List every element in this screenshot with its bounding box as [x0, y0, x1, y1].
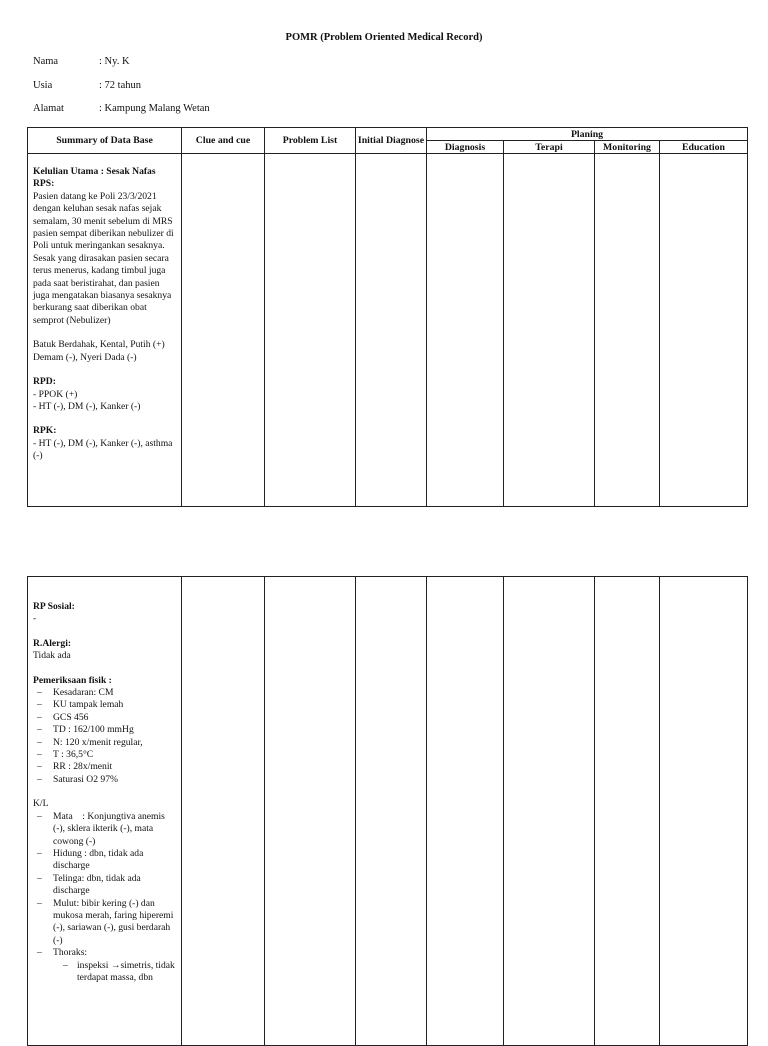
nama-value: : Ny. K [99, 56, 130, 67]
demam-text: Demam (-), Nyeri Dada (-) [33, 351, 137, 363]
kl-list [33, 811, 176, 985]
header-problem-list: Problem List [265, 128, 356, 154]
header-terapi: Terapi [504, 141, 595, 154]
education-cell [660, 154, 748, 507]
initial-cell [356, 154, 427, 507]
list-item: – Mulut: bibir kering (-) dan mukosa merah, faring hiperemi (-), sariawan (-), gusi berdarah (-) [37, 898, 176, 948]
kl-label: K/L [33, 798, 49, 810]
terapi-cell [504, 577, 595, 1046]
list-item: – TD : 162/100 mmHg [37, 724, 176, 736]
list-item: – inspeksi →simetris, tidak terdapat massa, dbn [63, 960, 176, 985]
keluhan-utama: Kelulian Utama : Sesak Nafas [33, 166, 156, 177]
pomr-table-2 [27, 576, 748, 1046]
clue-cell [182, 577, 265, 1046]
usia-value: : 72 tahun [99, 80, 141, 91]
summary-cell [28, 577, 182, 1046]
list-item: – Hidung : dbn, tidak ada discharge [37, 848, 176, 873]
rp-sosial-label: RP Sosial: [33, 601, 75, 612]
rpk-label: RPK: [33, 425, 57, 437]
diagnosis-cell [427, 577, 504, 1046]
monitoring-cell [595, 154, 660, 507]
alergi-label: R.Alergi: [33, 637, 72, 649]
page-title: POMR (Problem Oriented Medical Record) [285, 32, 483, 43]
header-clue: Clue and cue [182, 128, 265, 154]
alamat-row [33, 103, 210, 114]
list-item: – RR : 28x/menit [37, 761, 176, 773]
rpd-item: - HT (-), DM (-), Kanker (-) [33, 400, 141, 412]
summary-cell [28, 154, 182, 507]
clue-cell [182, 154, 265, 507]
list-item: – Saturasi O2 97% [37, 774, 176, 786]
batuk-text: Batuk Berdahak, Kental, Putih (+) [33, 339, 165, 351]
header-planing: Planing [427, 128, 748, 141]
list-item: – KU tampak lemah [37, 699, 176, 711]
list-item [37, 947, 176, 984]
pomr-table-1 [27, 127, 748, 507]
list-item: – T : 36,5°C [37, 749, 176, 761]
rp-sosial-value: - [33, 613, 37, 625]
list-item: – Mata : Konjungtiva anemis (-), sklera ikterik (-), mata cowong (-) [37, 811, 176, 848]
terapi-cell [504, 154, 595, 507]
nama-row [33, 56, 130, 67]
problem-cell [265, 577, 356, 1046]
monitoring-cell [595, 577, 660, 1046]
rpd-label: RPD: [33, 376, 56, 388]
rps-text: Pasien datang ke Poli 23/3/2021 dengan keluhan sesak nafas sejak semalam, 30 menit sebelum di MRS pasien sempat diberikan nebulizer di Poli untuk meringankan sesaknya. Sesak yang dirasakan pasien secara terus menerus, kadang timbul juga pada saat beristirahat, dan pasien juga mengatakan biasanya sesaknya berkurang saat diberikan obat semprot (Nebulizer) [33, 190, 174, 326]
thoraks-list [53, 960, 176, 985]
header-diagnosis: Diagnosis [427, 141, 504, 154]
list-item: – GCS 456 [37, 712, 176, 724]
alamat-label: Alamat [33, 103, 64, 114]
problem-cell [265, 154, 356, 507]
initial-cell [356, 577, 427, 1046]
pemeriksaan-list [33, 687, 176, 786]
list-item: – N: 120 x/menit regular, [37, 737, 176, 749]
thoraks-label: Thoraks: [53, 947, 88, 959]
rps-label: RPS: [33, 178, 55, 190]
header-initial-diagnose: Initial Diagnose [356, 128, 427, 154]
rpk-item: - HT (-), DM (-), Kanker (-), asthma (-) [33, 437, 173, 462]
rpd-item: - PPOK (+) [33, 388, 78, 400]
list-item: – Telinga: dbn, tidak ada discharge [37, 873, 176, 898]
diagnosis-cell [427, 154, 504, 507]
alergi-value: Tidak ada [33, 650, 71, 662]
header-education: Education [660, 141, 748, 154]
pemeriksaan-label: Pemeriksaan fisik : [33, 674, 112, 686]
usia-row [33, 80, 141, 91]
nama-label: Nama [33, 56, 59, 67]
usia-label: Usia [33, 80, 53, 91]
education-cell [660, 577, 748, 1046]
header-summary: Summary of Data Base [28, 128, 182, 154]
alamat-value: : Kampung Malang Wetan [99, 103, 210, 114]
header-monitoring: Monitoring [595, 141, 660, 154]
list-item: – Kesadaran: CM [37, 687, 176, 699]
